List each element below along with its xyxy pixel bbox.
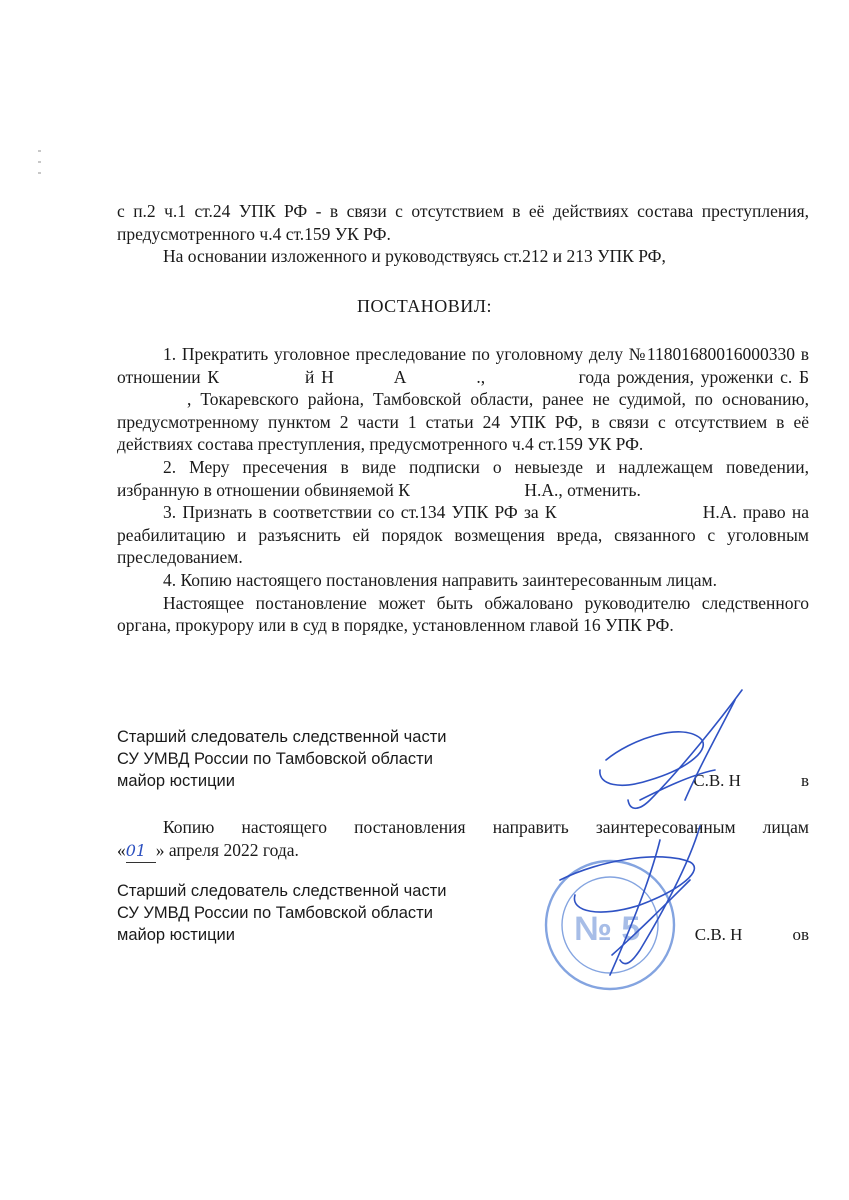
signer-department: СУ УМВД России по Тамбовской области bbox=[117, 750, 433, 768]
signer-department-2: СУ УМВД России по Тамбовской области bbox=[117, 904, 433, 922]
resolution-items bbox=[117, 343, 809, 637]
signer-position: Старший следователь следственной части bbox=[117, 728, 447, 746]
item-3: 3. Признать в соответствии со ст.134 УПК РФ за К Н.А. право на реабилитацию и разъяснить ей порядок возмещения вреда, связанного с уголовным преследованием. bbox=[117, 502, 809, 568]
handwritten-day: 01 bbox=[126, 839, 156, 863]
signer-rank-2: майор юстиции bbox=[117, 926, 235, 944]
item-2: 2. Меру пресечения в виде подписки о невыезде и надлежащем поведении, избранную в отношении обвиняемой К Н.А., отменить. bbox=[117, 456, 809, 500]
basis-paragraph: На основании изложенного и руководствуясь ст.212 и 213 УПК РФ, bbox=[163, 246, 666, 267]
signer-name: С.В. Н в bbox=[693, 771, 809, 790]
signer-name-2: С.В. Н ов bbox=[694, 925, 809, 944]
item-4: 4. Копию настоящего постановления направить заинтересованным лицам. bbox=[163, 569, 718, 590]
item-1: 1. Прекратить уголовное преследование по уголовному делу №11801680016000330 в отношении К й Н А ., года рождения, уроженки с. Б, Токаревского района, Тамбовской области, ранее не судимой, по основанию, предусмотренному пунктом 2 части 1 статьи 24 УПК РФ, в связи с отсутствием в её действиях состава преступления, предусмотренного ч.4 ст.159 УК РФ. bbox=[117, 344, 810, 455]
signer-rank: майор юстиции bbox=[117, 772, 235, 790]
signature-block-1 bbox=[117, 726, 809, 792]
scan-artifacts bbox=[38, 150, 41, 183]
copy-note-text: Копию настоящего постановления направить заинтересованным лицам bbox=[163, 817, 809, 837]
copy-note-date: «01 » апреля 2022 года. bbox=[117, 839, 809, 863]
copy-note bbox=[117, 816, 809, 863]
signature-block-2 bbox=[117, 880, 809, 946]
stamp-number: № 5 bbox=[574, 910, 641, 948]
intro-paragraph: с п.2 ч.1 ст.24 УПК РФ - в связи с отсутствием в её действиях состава преступления, предусмотренного ч.4 ст.159 УК РФ. bbox=[117, 201, 809, 244]
heading-postanovil: ПОСТАНОВИЛ: bbox=[356, 296, 493, 316]
appeal-paragraph: Настоящее постановление может быть обжаловано руководителю следственного органа, прокурору или в суд в порядке, установленном главой 16 УПК РФ. bbox=[117, 592, 809, 636]
intro-text bbox=[117, 200, 809, 268]
signer-position-2: Старший следователь следственной части bbox=[117, 882, 447, 900]
